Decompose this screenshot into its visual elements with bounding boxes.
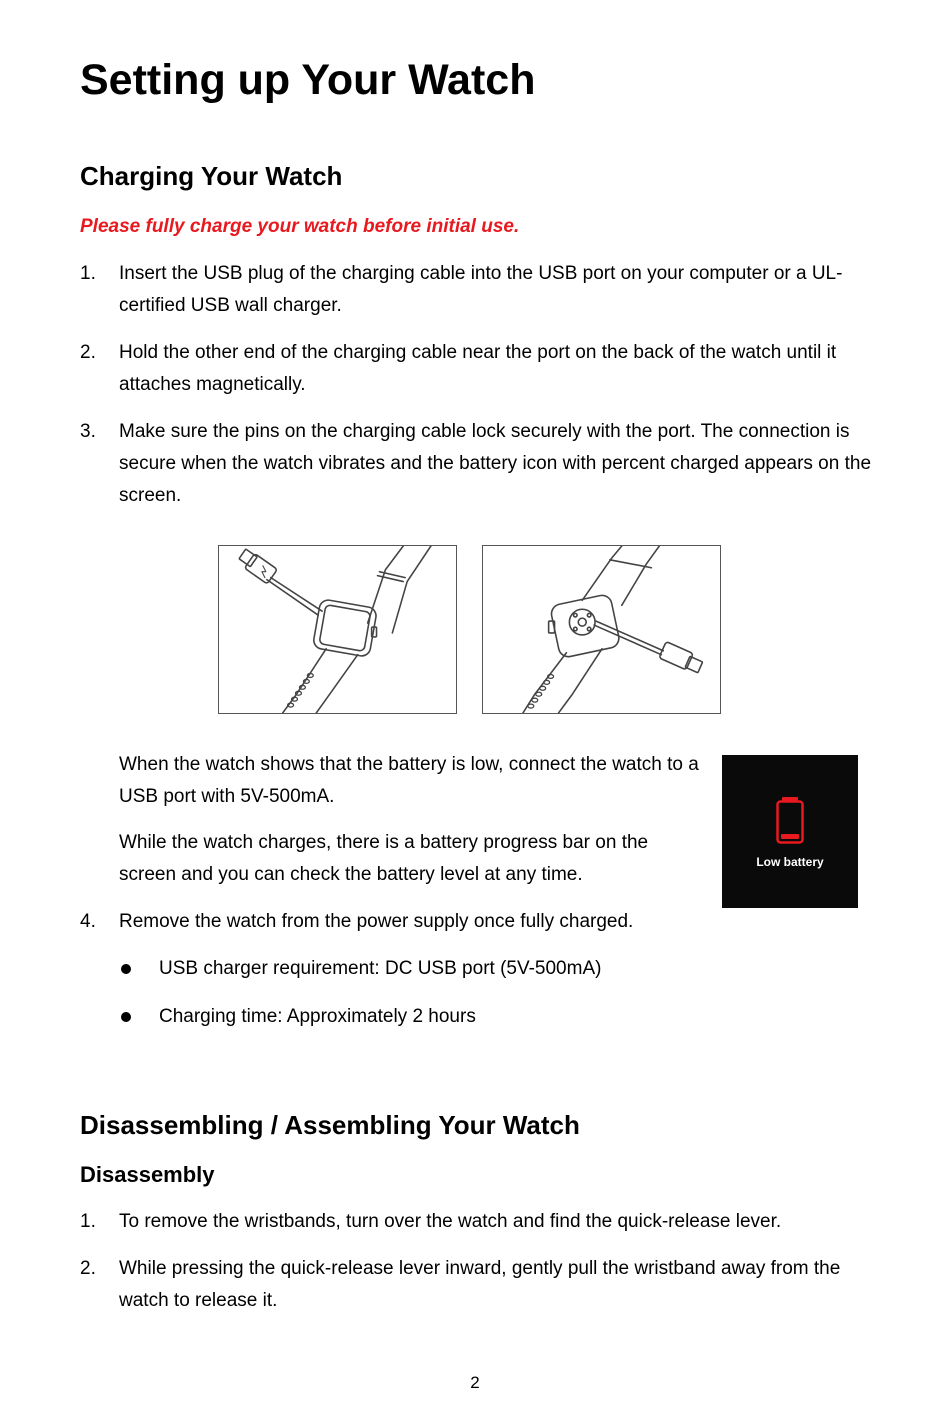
bullet-dot xyxy=(121,964,131,974)
step-number: 1. xyxy=(80,1211,96,1232)
step-text: To remove the wristbands, turn over the watch and find the quick-release lever. xyxy=(119,1211,782,1232)
low-battery-label: Low battery xyxy=(756,855,824,869)
watch-front-charging-figure xyxy=(218,545,457,714)
step-text: Make sure the pins on the charging cable lock securely with the port. The connection is secure when the watch vibrates and the battery icon with percent charged appears on the screen. xyxy=(119,421,872,506)
subheading-disassembly: Disassembly xyxy=(80,1162,215,1187)
bullet-text: Charging time: Approximately 2 hours xyxy=(159,1006,476,1027)
step-number: 2. xyxy=(80,1258,96,1279)
charging-progress-paragraph: While the watch charges, there is a battery progress bar on the screen and you can check the battery level at any time. xyxy=(119,832,649,885)
step-text: Remove the watch from the power supply once fully charged. xyxy=(119,911,634,932)
low-battery-paragraph: When the watch shows that the battery is low, connect the watch to a USB port with 5V-500mA. xyxy=(119,754,699,807)
section-heading-disassembling: Disassembling / Assembling Your Watch xyxy=(80,1110,580,1140)
step-text: While pressing the quick-release lever inward, gently pull the wristband away from the watch to release it. xyxy=(119,1258,841,1311)
watch-back-charging-figure xyxy=(482,545,721,714)
step-number: 3. xyxy=(80,421,96,442)
watch-front-illustration xyxy=(219,546,456,713)
charge-warning: Please fully charge your watch before initial use. xyxy=(80,216,520,237)
low-battery-screen xyxy=(722,755,858,908)
step-number: 4. xyxy=(80,911,96,932)
page-number: 2 xyxy=(470,1373,480,1392)
watch-back-illustration xyxy=(483,546,720,713)
bullet-text: USB charger requirement: DC USB port (5V-500mA) xyxy=(159,958,602,979)
step-number: 1. xyxy=(80,263,96,284)
bullet-dot xyxy=(121,1012,131,1022)
step-number: 2. xyxy=(80,342,96,363)
section-heading-charging: Charging Your Watch xyxy=(80,161,343,191)
step-text: Hold the other end of the charging cable near the port on the back of the watch until it attaches magnetically. xyxy=(119,342,837,395)
page-title: Setting up Your Watch xyxy=(80,56,536,104)
step-text: Insert the USB plug of the charging cable into the USB port on your computer or a UL-certified USB wall charger. xyxy=(119,263,843,316)
battery-low-icon xyxy=(722,755,858,908)
